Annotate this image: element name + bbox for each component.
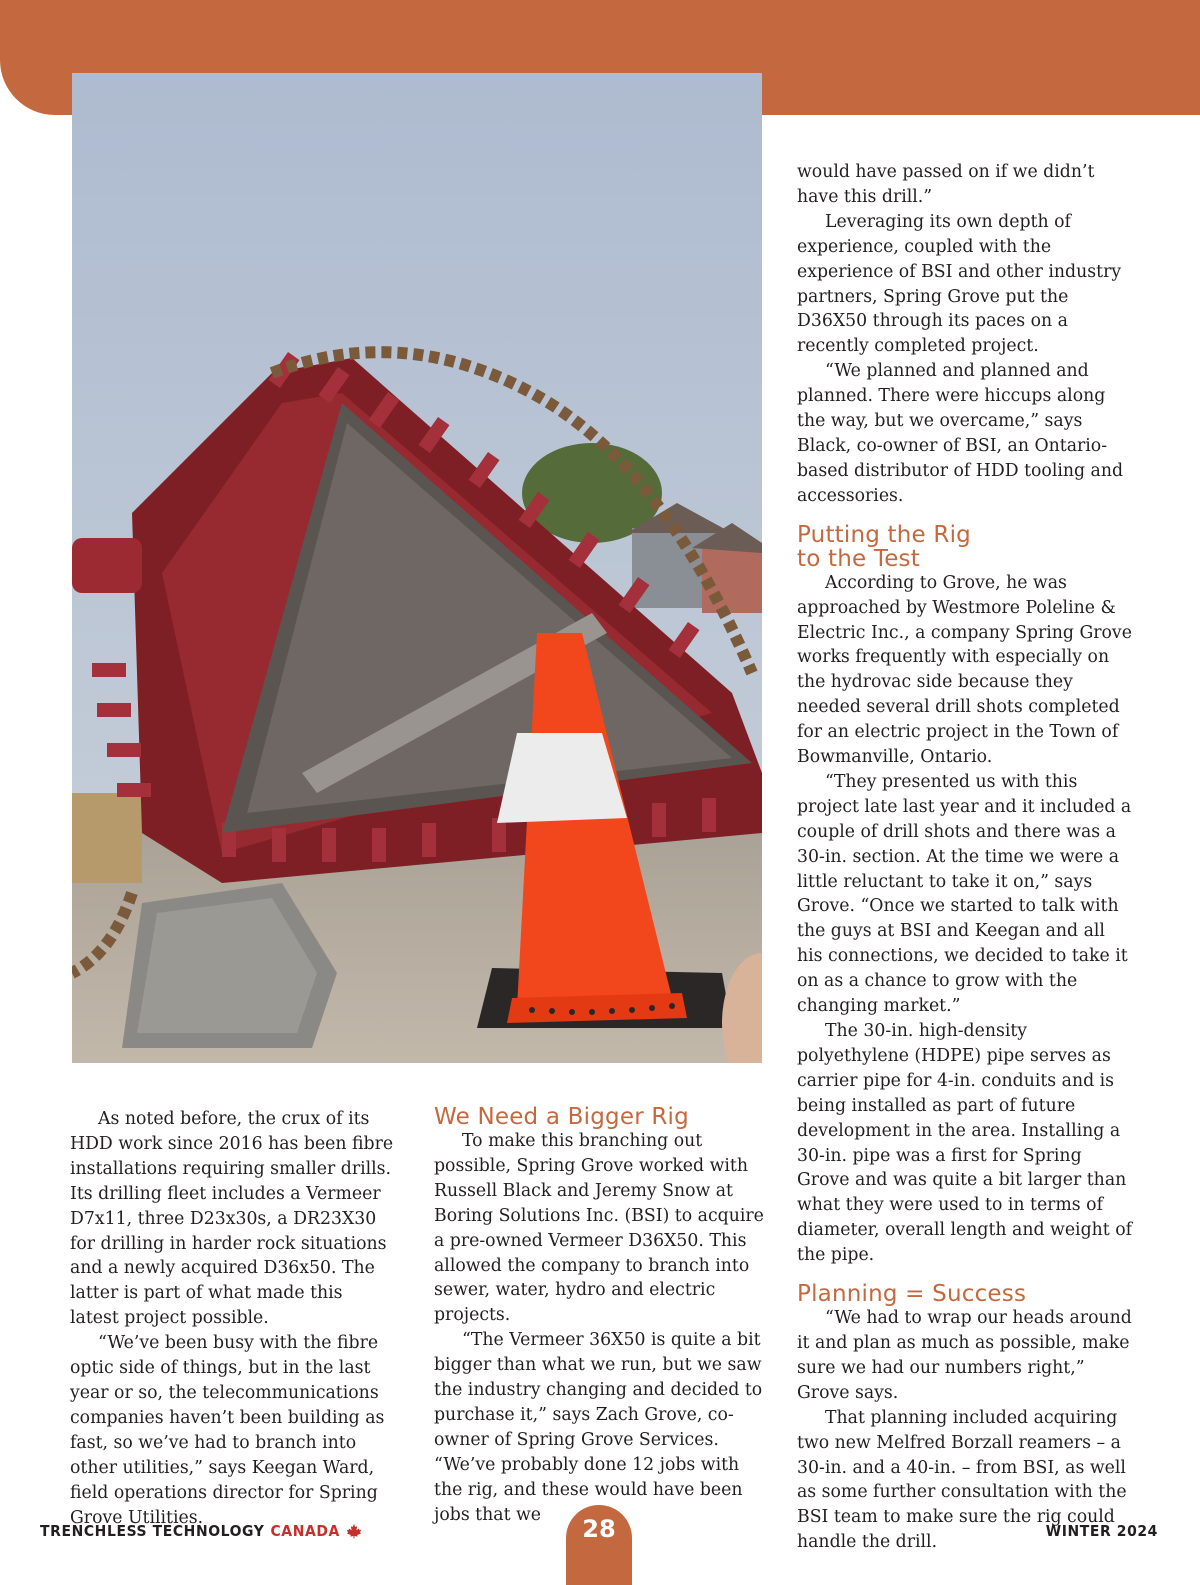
article-column-3 (797, 160, 1132, 1555)
section-heading-line: Putting the Rig (797, 521, 971, 548)
section-heading: We Need a Bigger Rig (434, 1104, 689, 1130)
paragraph: Leveraging its own depth of experience, coupled with the experience of BSI and other industry partners, Spring Grove put the D36X50 through its paces on a recently completed project. (797, 211, 1122, 357)
issue-label: WINTER 2024 (1045, 1522, 1158, 1540)
section-heading (797, 523, 1132, 571)
paragraph: “We planned and planned and planned. There were hiccups along the way, but we overcame,” says Black, co-owner of BSI, an Ontario-based distributor of HDD tooling and accessories. (797, 361, 1124, 506)
section-heading: Planning = Success (797, 1281, 1027, 1308)
paragraph: According to Grove, he was approached by Westmore Poleline & Electric Inc., a company Spring Grove works frequently with especially on the hydrovac side because they needed several drill shots completed for an electric project in the Town of Bowmanville, Ontario. (797, 572, 1132, 768)
paragraph: That planning included acquiring two new Melfred Borzall reamers – a 30-in. and a 40-in. – from BSI, as well as some further consultation with the BSI team to make sure the rig could handle the drill. (797, 1407, 1127, 1553)
magazine-title-accent: CANADA (270, 1522, 340, 1540)
page-number: 28 (582, 1515, 616, 1543)
paragraph: As noted before, the crux of its HDD work since 2016 has been fibre installations requiring smaller drills. Its drilling fleet includes a Vermeer D7x11, three D23x30s, a DR23X30 for drilling in harder rock situations and a newly acquired D36x50. The latter is part of what made this latest project possible. (70, 1109, 394, 1329)
page-number-tab (566, 1505, 632, 1585)
paragraph: The 30-in. high-density polyethylene (HDPE) pipe serves as carrier pipe for 4-in. conduits and is being installed as part of future development in the area. Installing a 30-in. pipe was a first for Spring Grove and was quite a bit larger than what they were used to in terms of diameter, overall length and weight of the pipe. (797, 1021, 1133, 1266)
paragraph: “We’ve been busy with the fibre optic side of things, but in the last year or so, the telecommunications companies haven’t been building as fast, so we’ve had to branch into other utilities,” says Keegan Ward, field operations director for Spring Grove Utilities. (70, 1333, 385, 1528)
article-column-1 (70, 1107, 395, 1530)
paragraph: “We had to wrap our heads around it and plan as much as possible, make sure we had our numbers right,” Grove says. (797, 1308, 1132, 1403)
paragraph: “They presented us with this project late last year and it included a couple of drill shots and there was a 30-in. section. At the time we were a little reluctant to take it on,” says Grove. “Once we started to talk with the guys at BSI and Keegan and all his connections, we decided to take it on as a chance to grow with the changing market.” (797, 771, 1132, 1017)
maple-leaf-icon (346, 1523, 362, 1539)
paragraph-continuation: would have passed on if we didn’t have this drill.” (797, 162, 1095, 207)
reamer-photo (72, 73, 762, 1063)
article-column-2 (434, 1105, 764, 1528)
magazine-name (40, 1522, 362, 1540)
paragraph: “The Vermeer 36X50 is quite a bit bigger than what we run, but we saw the industry changing and decided to purchase it,” says Zach Grove, co-owner of Spring Grove Services. “We’ve probably done 12 jobs with the rig, and these would have been jobs that we (434, 1330, 763, 1525)
section-heading-line: to the Test (797, 545, 920, 572)
magazine-title: TRENCHLESS TECHNOLOGY (40, 1522, 265, 1540)
paragraph: To make this branching out possible, Spring Grove worked with Russell Black and Jeremy Snow at Boring Solutions Inc. (BSI) to acquire a pre-owned Vermeer D36X50. This allowed the company to branch into sewer, water, hydro and electric projects. (434, 1131, 764, 1326)
reamer-photo-drawing (72, 73, 762, 1063)
